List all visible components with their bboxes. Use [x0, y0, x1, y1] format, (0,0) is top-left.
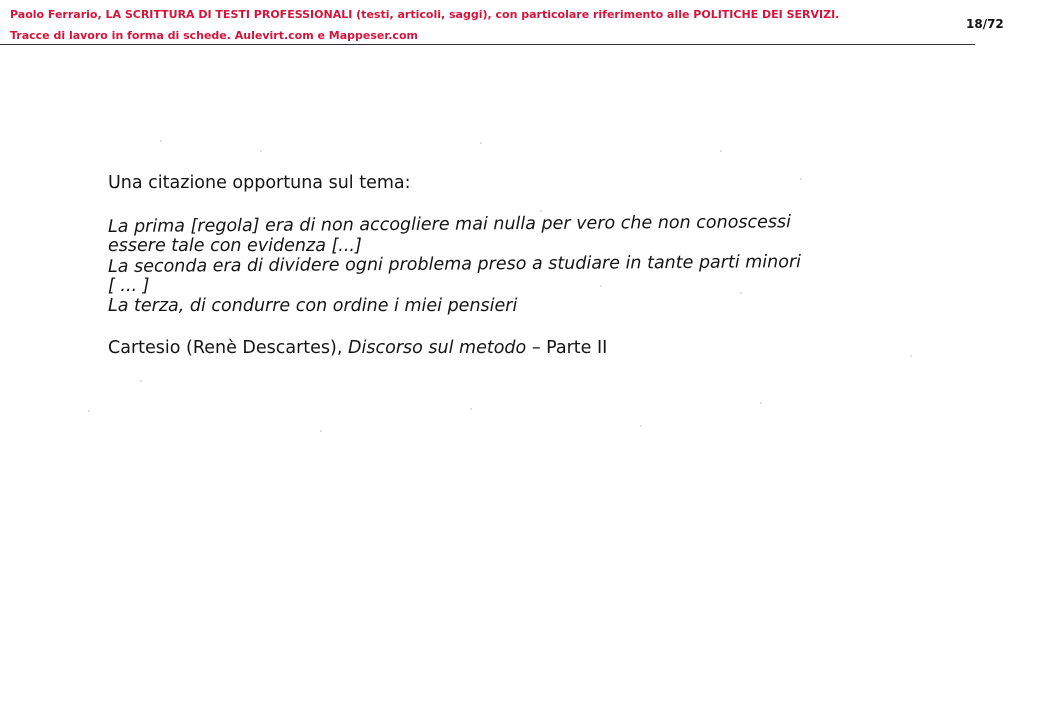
- quote-line-5: La terza, di condurre con ordine i miei pensieri: [108, 296, 518, 316]
- attribution-author: Cartesio (Renè Descartes),: [108, 338, 343, 358]
- scanned-quote-image: [100, 165, 940, 385]
- quote-line-3: La seconda era di dividere ogni problema preso a studiare in tante parti minori: [107, 252, 802, 277]
- header-subtitle-line: Tracce di lavoro in forma di schede. Aulevirt.com e Mappeser.com: [10, 29, 418, 42]
- quote-line-2: essere tale con evidenza [...]: [108, 236, 362, 256]
- attribution-part: – Parte II: [531, 338, 608, 358]
- quote-intro: Una citazione opportuna sul tema:: [108, 173, 411, 193]
- quote-line-4: [ ... ]: [108, 276, 150, 296]
- quote-attribution: [108, 338, 607, 358]
- quote-line-1: La prima [regola] era di non accogliere mai nulla per vero che non conoscessi: [107, 212, 792, 237]
- page-number: 18/72: [966, 17, 1004, 31]
- attribution-work-title: Discorso sul metodo: [348, 338, 527, 358]
- header-title-line: Paolo Ferrario, LA SCRITTURA DI TESTI PROFESSIONALI (testi, articoli, saggi), con particolare riferimento alle POLITICHE DEI SERVIZI.: [10, 8, 840, 21]
- page-header: [0, 0, 975, 45]
